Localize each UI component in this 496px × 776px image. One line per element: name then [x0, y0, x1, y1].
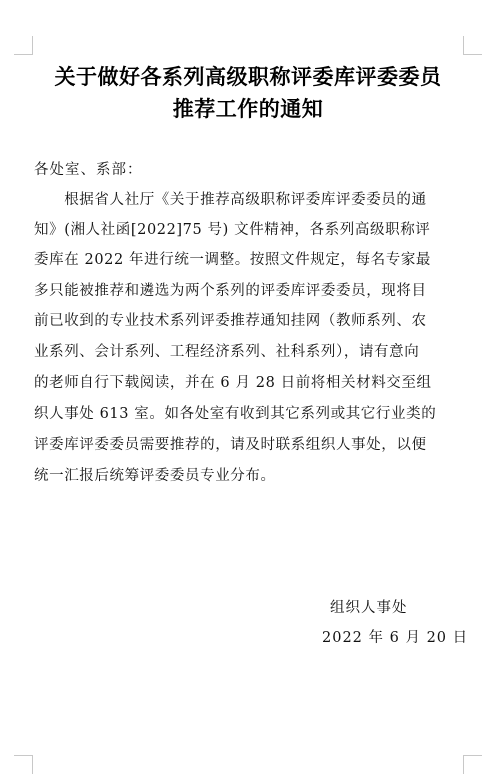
body-line: 委库在 2022 年进行统一调整。按照文件规定，每名专家最: [34, 252, 432, 268]
signature-date: 2022 年 6 月 20 日: [322, 630, 469, 646]
body-line: 评委库评委委员需要推荐的，请及时联系组织人事处，以便: [34, 437, 427, 453]
document-title-line-2: 推荐工作的通知: [172, 97, 324, 121]
salutation: 各处室、系部：: [34, 162, 143, 178]
crop-mark-top-right: [463, 36, 482, 55]
body-line: 前已收到的专业技术系列评委推荐通知挂网（教师系列、农: [34, 313, 427, 329]
document-title-line-1: 关于做好各系列高级职称评委库评委委员: [54, 65, 442, 89]
body-line: 织人事处 613 室。如各处室有收到其它系列或其它行业类的: [34, 406, 437, 422]
body-line: 多只能被推荐和遴选为两个系列的评委库评委委员，现将目: [34, 283, 427, 299]
body-line: 根据省人社厅《关于推荐高级职称评委库评委委员的通: [34, 192, 427, 208]
body-line: 统一汇报后统筹评委委员专业分布。: [34, 468, 276, 484]
body-line: 的老师自行下载阅读，并在 6 月 28 日前将相关材料交至组: [34, 375, 432, 391]
crop-mark-bottom-left: [14, 755, 33, 774]
signature-organization: 组织人事处: [330, 600, 408, 616]
body-line: 业系列、会计系列、工程经济系列、社科系列），请有意向: [34, 344, 420, 360]
body-line: 知》(湘人社函[2022]75 号) 文件精神，各系列高级职称评: [34, 222, 431, 238]
crop-mark-bottom-right: [463, 755, 482, 774]
crop-mark-top-left: [14, 36, 33, 55]
